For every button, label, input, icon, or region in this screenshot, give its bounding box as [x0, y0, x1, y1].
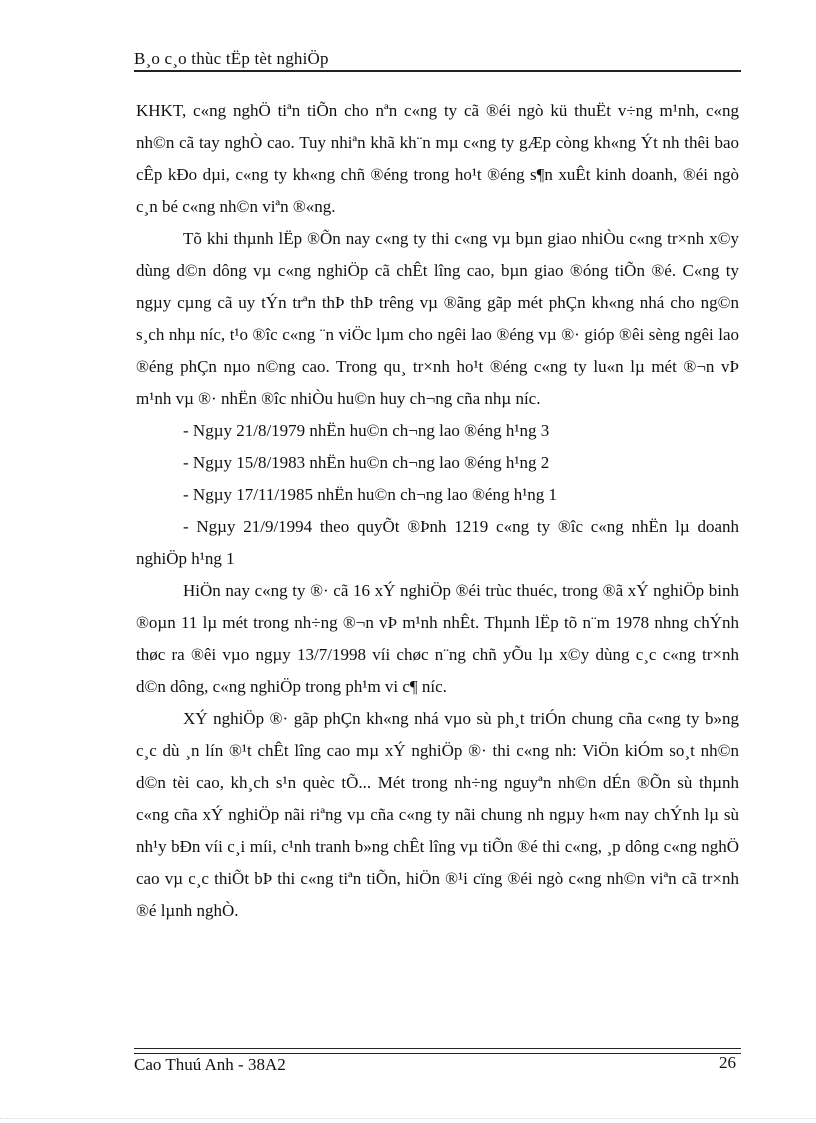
paragraph-subsidiaries: HiÖn nay c«ng ty ®· cã 16 xÝ nghiÖp ®éi trùc thuéc, trong ®ã xÝ nghiÖp binh ®oµn 11 lµ mét trong nh÷ng ®¬n vÞ m¹nh nhÊt. Thµnh lËp tõ n¨m 1978 nhng chÝnh thøc ra ®êi vµo ngµy 13/7/1998 víi chøc n¨ng chñ yÕu lµ x©y dùng c¸c c«ng tr×nh d©n dông, c«ng nghiÖp trong ph¹m vi c¶ níc. — [136, 581, 739, 696]
footer-author: Cao Thuú Anh - 38A2 — [134, 1055, 286, 1074]
page-header-title: B¸o c¸o thùc tËp tèt nghiÖp — [134, 49, 329, 68]
page-bottom-edge — [0, 1118, 816, 1119]
header-divider — [134, 70, 741, 72]
paragraph-company-achievements: Tõ khi thµnh lËp ®Õn nay c«ng ty thi c«ng vµ bµn giao nhiÒu c«ng tr×nh x©y dùng d©n dông vµ c«ng nghiÖp cã chÊt lîng cao, bµn giao ®óng tiÕn ®é. C«ng ty ngµy cµng cã uy tÝn trªn thÞ thÞ trêng vµ ®ãng gãp mét phÇn kh«ng nhá cho ng©n s¸ch nhµ níc, t¹o ®îc c«ng ¨n viÖc lµm cho ngêi lao ®éng vµ ®· gióp ®êi sèng ngêi lao ®éng phÇn nµo n©ng cao. Trong qu¸ tr×nh ho¹t ®éng c«ng ty lu«n lµ mét ®¬n vÞ m¹nh vµ ®· nhËn ®îc nhiÒu hu©n huy ch¬ng cña nhµ níc. — [136, 229, 739, 408]
award-item-1979: - Ngµy 21/8/1979 nhËn hu©n ch¬ng lao ®éng h¹ng 3 — [183, 421, 550, 440]
paragraph-enterprise-contribution: XÝ nghiÖp ®· gãp phÇn kh«ng nhá vµo sù ph¸t triÓn chung cña c«ng ty b»ng c¸c dù ¸n lín ®¹t chÊt lîng cao mµ xÝ nghiÖp ®· thi c«ng nh: ViÖn kiÓm so¸t nh©n d©n tèi cao, kh¸ch s¹n quèc tÕ... Mét trong nh÷ng nguyªn nh©n dÉn ®Õn sù thµnh c«ng cña xÝ nghiÖp nãi riªng vµ cña c«ng ty nãi chung nh ngµy h«m nay chÝnh lµ sù nh¹y bÐn víi c¸i míi, c¹nh tranh b»ng chÊt lîng vµ tiÕn ®é thi c«ng, ¸p dông c«ng nghÖ cao vµ c¸c thiÕt bÞ thi c«ng tiªn tiÕn, hiÖn ®¹i cïng ®éi ngò c«ng nh©n viªn cã tr×nh ®é lµnh nghÒ. — [136, 709, 739, 920]
award-item-1983: - Ngµy 15/8/1983 nhËn hu©n ch¬ng lao ®éng h¹ng 2 — [183, 453, 550, 472]
page-number: 26 — [719, 1053, 736, 1072]
paragraph-company-technology: KHKT, c«ng nghÖ tiªn tiÕn cho nªn c«ng ty cã ®éi ngò kü thuËt v÷ng m¹nh, c«ng nh©n cã tay nghÒ cao. Tuy nhiªn khã kh¨n mµ c«ng ty gÆp còng kh«ng Ýt nh thêi bao cÊp kÐo dµi, c«ng ty kh«ng chñ ®éng trong ho¹t ®éng s¶n xuÊt kinh doanh, ®éi ngò c¸n bé c«ng nh©n viªn ®«ng. — [136, 101, 739, 216]
document-body — [136, 95, 739, 927]
award-item-1985: - Ngµy 17/11/1985 nhËn hu©n ch¬ng lao ®éng h¹ng 1 — [183, 485, 558, 504]
award-item-1994: - Ngµy 21/9/1994 theo quyÕt ®Þnh 1219 c«ng ty ®îc c«ng nhËn lµ doanh nghiÖp h¹ng 1 — [136, 517, 739, 568]
